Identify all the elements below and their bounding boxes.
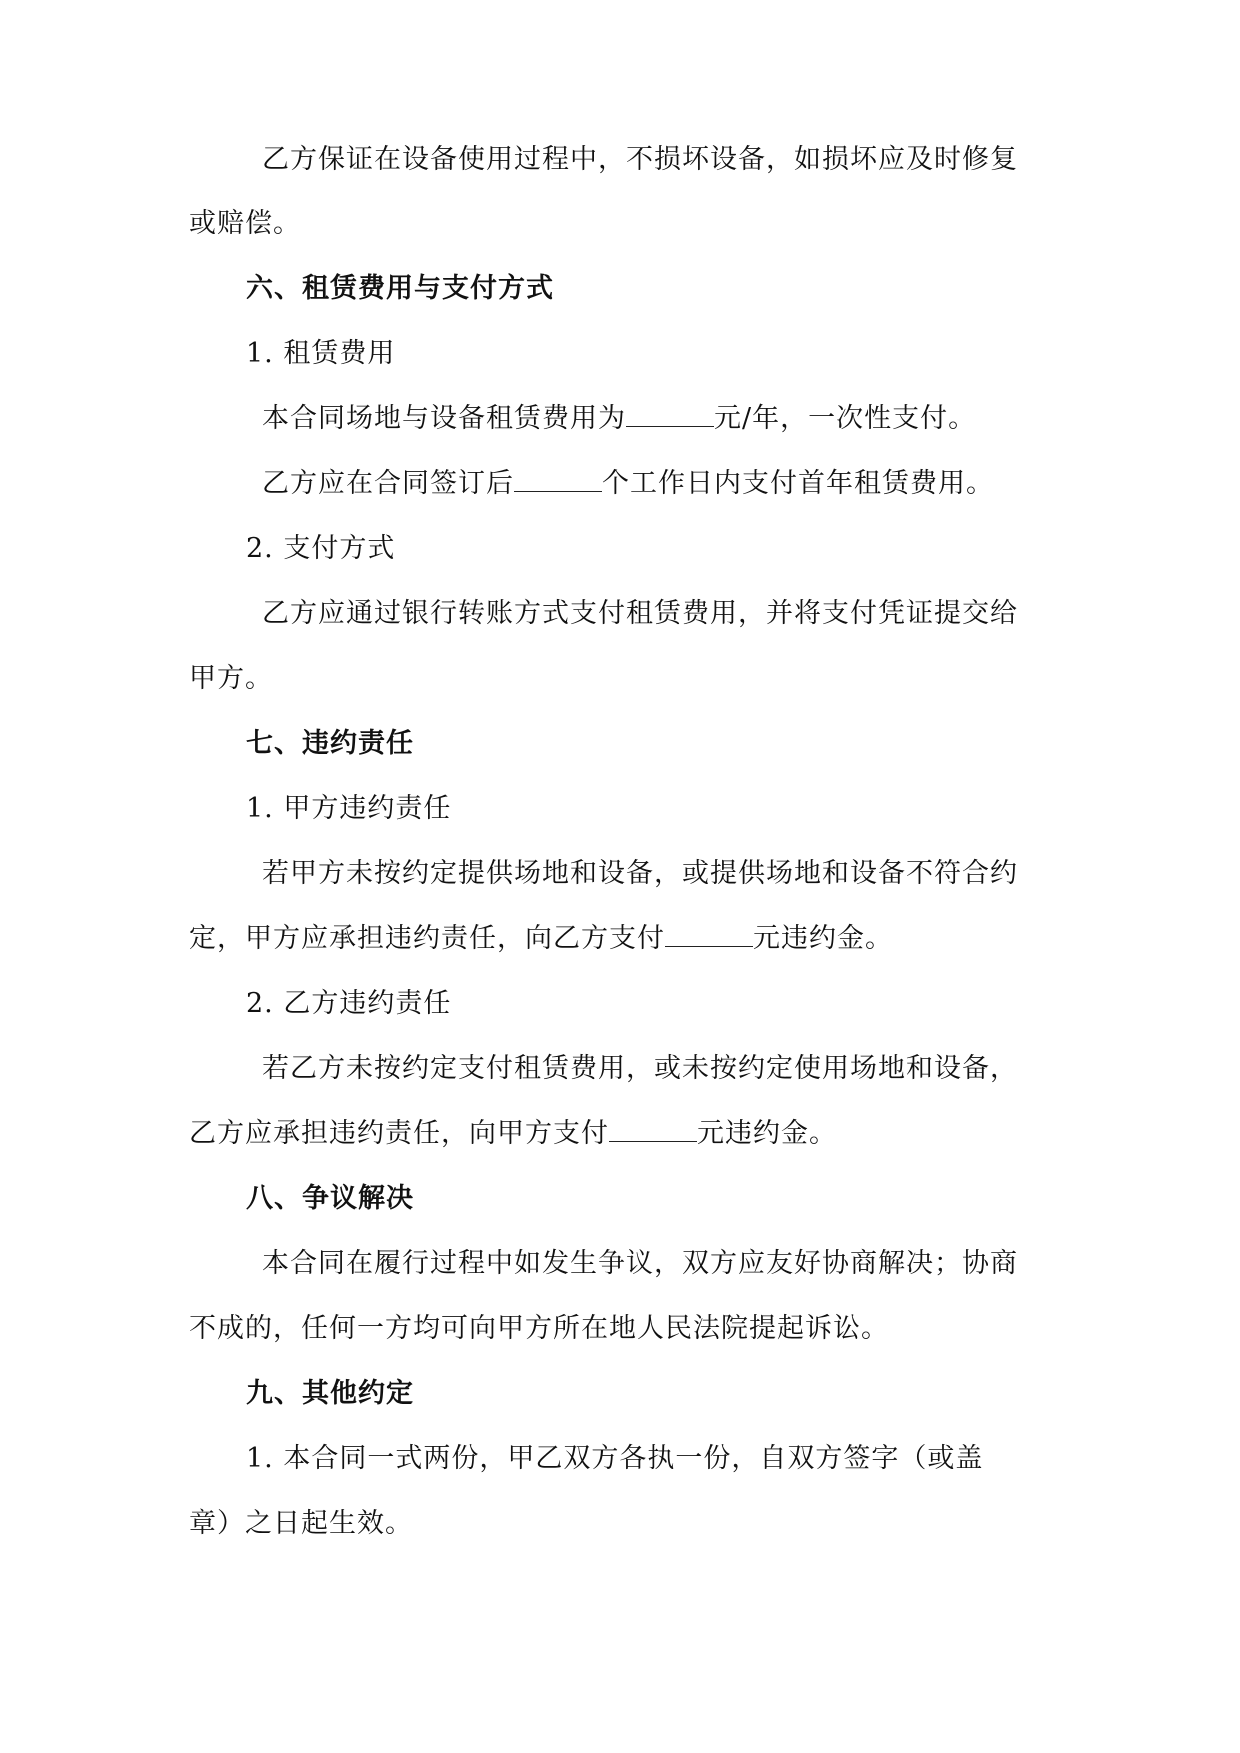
paragraph-line: 不成的，任何一方均可向甲方所在地人民法院提起诉讼。	[189, 1313, 889, 1344]
blank-field[interactable]	[665, 920, 753, 947]
paragraph-line: 若甲方未按约定提供场地和设备，或提供场地和设备不符合约	[262, 858, 1018, 889]
paragraph-line: 本合同在履行过程中如发生争议，双方应友好协商解决；协商	[262, 1248, 1018, 1279]
paragraph-line: 1. 甲方违约责任	[246, 793, 452, 824]
text-before-blank: 定，甲方应承担违约责任，向乙方支付	[189, 923, 665, 954]
paragraph-line: 若乙方未按约定支付租赁费用，或未按约定使用场地和设备，	[262, 1053, 1018, 1084]
section-heading: 九、其他约定	[246, 1378, 414, 1409]
paragraph-line: 2. 支付方式	[246, 533, 396, 564]
text-before-blank: 乙方应承担违约责任，向甲方支付	[189, 1118, 609, 1149]
paragraph-line: 章）之日起生效。	[189, 1508, 413, 1539]
text-before-blank: 乙方应在合同签订后	[262, 468, 514, 499]
blank-field[interactable]	[514, 465, 602, 492]
fill-in-line	[262, 399, 976, 439]
section-heading: 七、违约责任	[246, 728, 414, 759]
paragraph-line: 1. 租赁费用	[246, 338, 396, 369]
paragraph-line: 甲方。	[189, 663, 273, 694]
text-after-blank: 元/年，一次性支付。	[714, 403, 977, 434]
paragraph-line: 2. 乙方违约责任	[246, 988, 452, 1019]
section-heading: 八、争议解决	[246, 1183, 414, 1214]
fill-in-line	[189, 1114, 837, 1154]
paragraph-line: 乙方保证在设备使用过程中，不损坏设备，如损坏应及时修复	[262, 144, 1018, 175]
fill-in-line	[262, 464, 994, 504]
blank-field[interactable]	[609, 1115, 697, 1142]
text-after-blank: 元违约金。	[753, 923, 893, 954]
fill-in-line	[189, 919, 893, 959]
paragraph-line: 1. 本合同一式两份，甲乙双方各执一份，自双方签字（或盖	[246, 1443, 984, 1474]
text-after-blank: 个工作日内支付首年租赁费用。	[602, 468, 994, 499]
paragraph-line: 乙方应通过银行转账方式支付租赁费用，并将支付凭证提交给	[262, 598, 1018, 629]
text-before-blank: 本合同场地与设备租赁费用为	[262, 403, 626, 434]
blank-field[interactable]	[626, 400, 714, 427]
text-after-blank: 元违约金。	[697, 1118, 837, 1149]
paragraph-line: 或赔偿。	[189, 208, 301, 239]
section-heading: 六、租赁费用与支付方式	[246, 273, 554, 304]
